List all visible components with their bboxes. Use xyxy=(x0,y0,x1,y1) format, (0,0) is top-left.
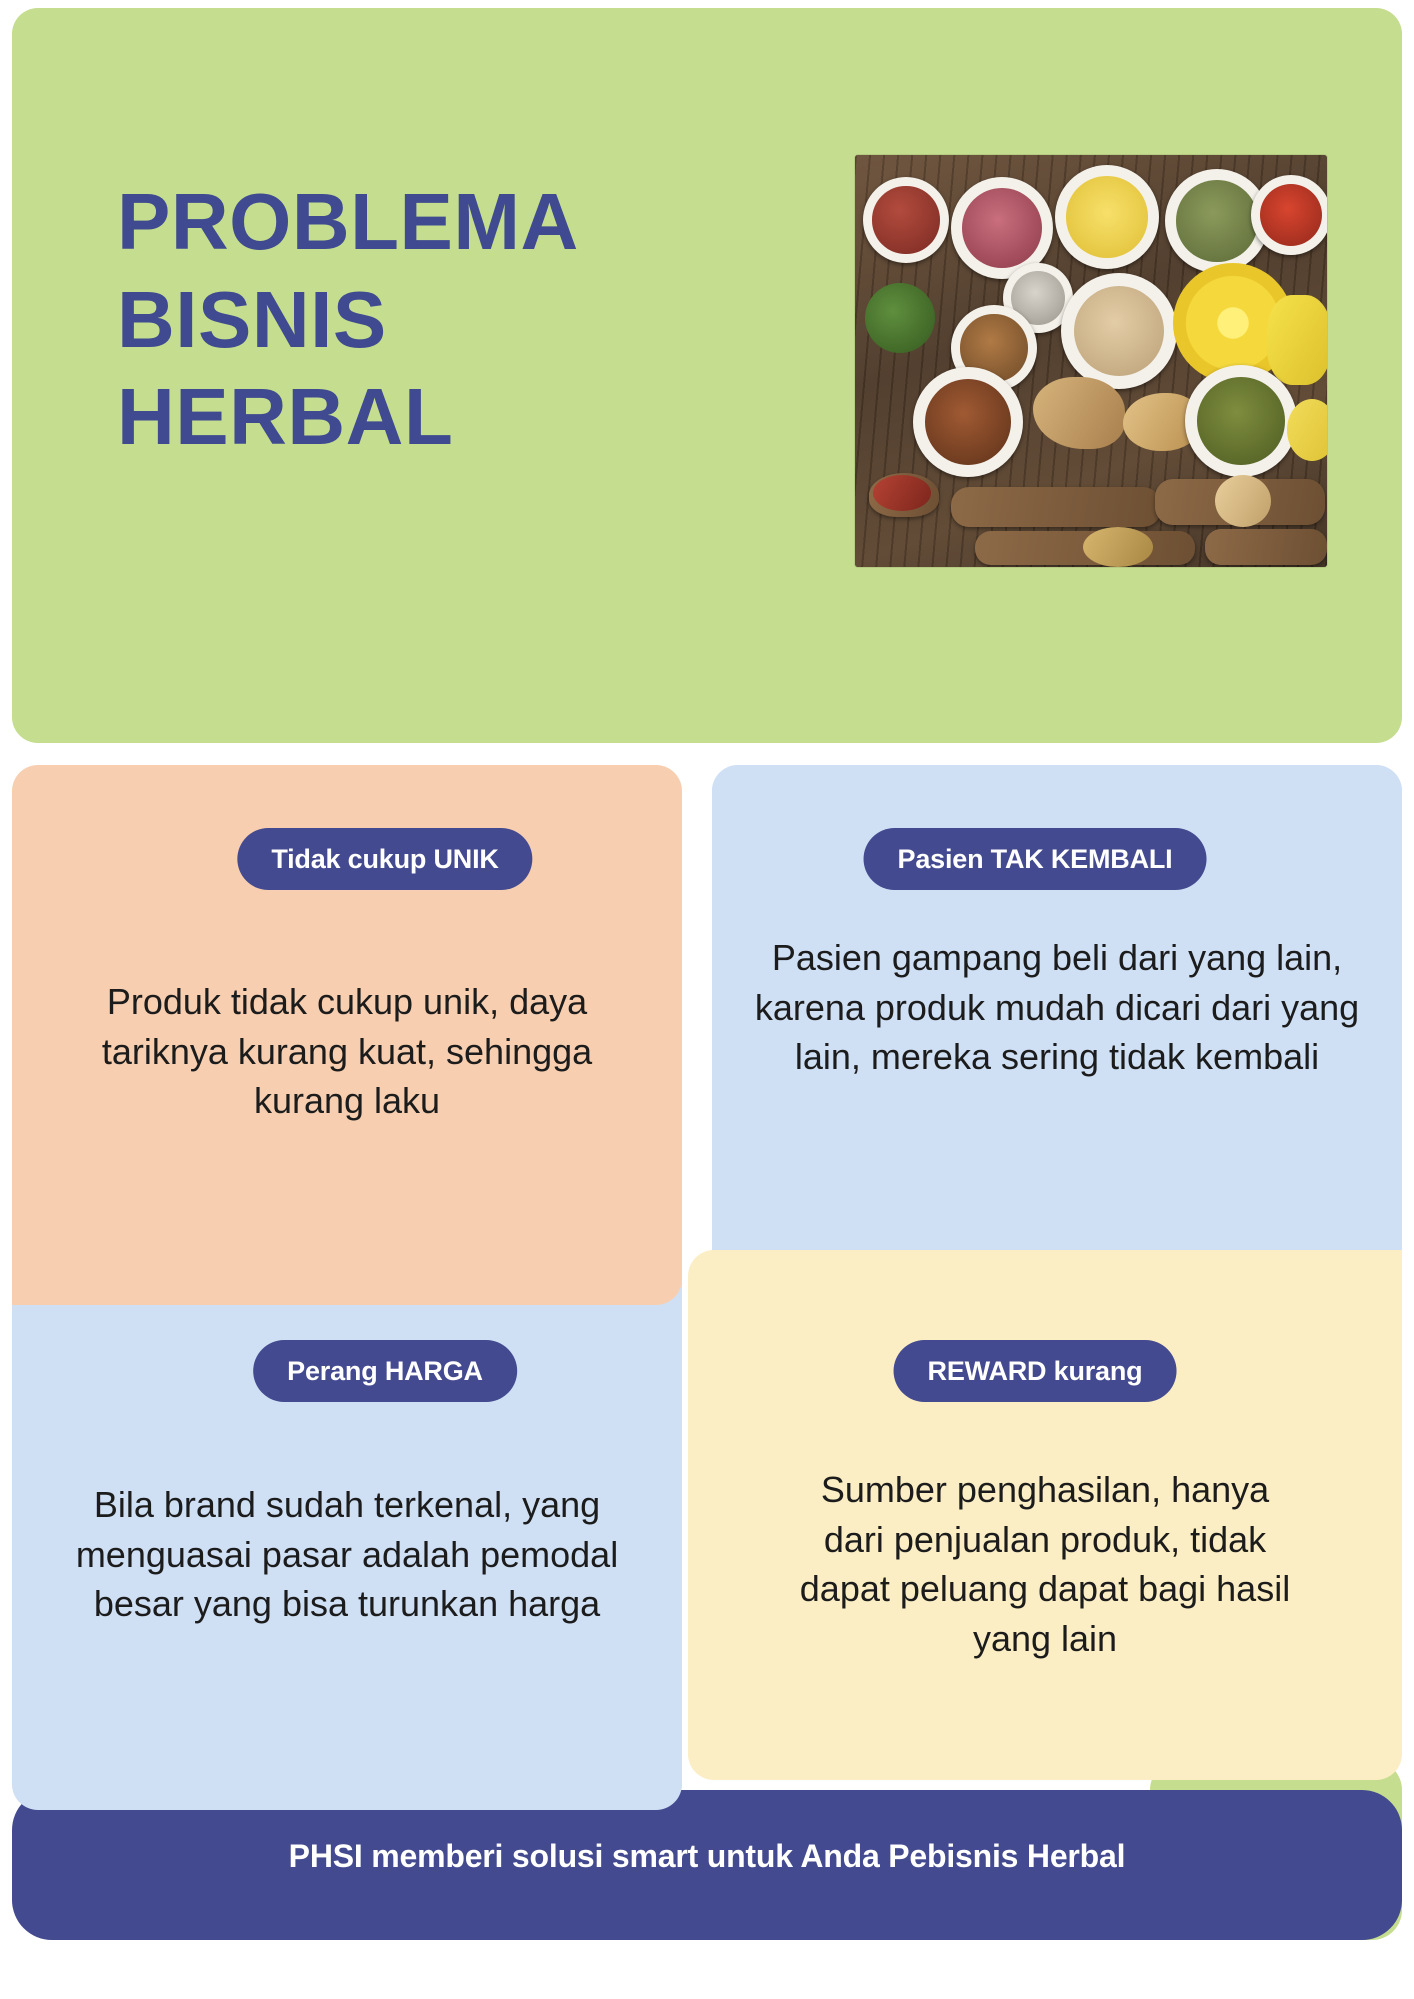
chili-flakes xyxy=(873,475,931,511)
bowl-mixed-spice xyxy=(913,367,1023,477)
bowl-dried-roots xyxy=(1061,273,1177,389)
bowl-dried-herbs xyxy=(863,177,949,263)
wooden-spatula xyxy=(951,487,1161,527)
herbal-ingredients-photo xyxy=(855,155,1327,567)
card-reward-kurang xyxy=(688,1250,1402,1780)
page-title-line-1: PROBLEMA xyxy=(117,177,579,266)
footer-tagline: PHSI memberi solusi smart untuk Anda Pebisnis Herbal xyxy=(288,1838,1126,1874)
bowl-green-peas xyxy=(1185,365,1297,477)
page-title xyxy=(117,173,777,466)
wooden-fork xyxy=(1205,529,1327,565)
coriander-seeds xyxy=(1083,527,1153,567)
badge-pasien-tak-kembali[interactable]: Pasien TAK KEMBALI xyxy=(864,828,1207,890)
fresh-green-herb xyxy=(865,283,935,353)
card-tidak-cukup-unik-text: Produk tidak cukup unik, daya tariknya kurang kuat, sehingga kurang laku xyxy=(101,981,593,1122)
yellow-petals xyxy=(1267,295,1327,385)
bowl-saffron xyxy=(1251,175,1327,255)
badge-reward-kurang[interactable]: REWARD kurang xyxy=(894,1340,1177,1402)
card-perang-harga-text: Bila brand sudah terkenal, yang menguasai pasar adalah pemodal besar yang bisa turunkan harga xyxy=(75,1484,619,1625)
badge-perang-harga[interactable]: Perang HARGA xyxy=(253,1340,517,1402)
page-title-line-2: BISNIS xyxy=(117,274,387,364)
bowl-lemon-slices xyxy=(1055,165,1159,269)
badge-tidak-cukup-unik[interactable]: Tidak cukup UNIK xyxy=(237,828,532,890)
card-reward-kurang-text: Sumber penghasilan, hanya dari penjualan produk, tidak dapat peluang dapat bagi hasil yang lain xyxy=(799,1469,1291,1660)
card-pasien-tak-kembali-text: Pasien gampang beli dari yang lain, karena produk mudah dicari dari yang lain, mereka sering tidak kembali xyxy=(754,937,1360,1078)
page-title-line-3: HERBAL xyxy=(117,372,454,462)
ginger-slice xyxy=(1215,475,1271,527)
